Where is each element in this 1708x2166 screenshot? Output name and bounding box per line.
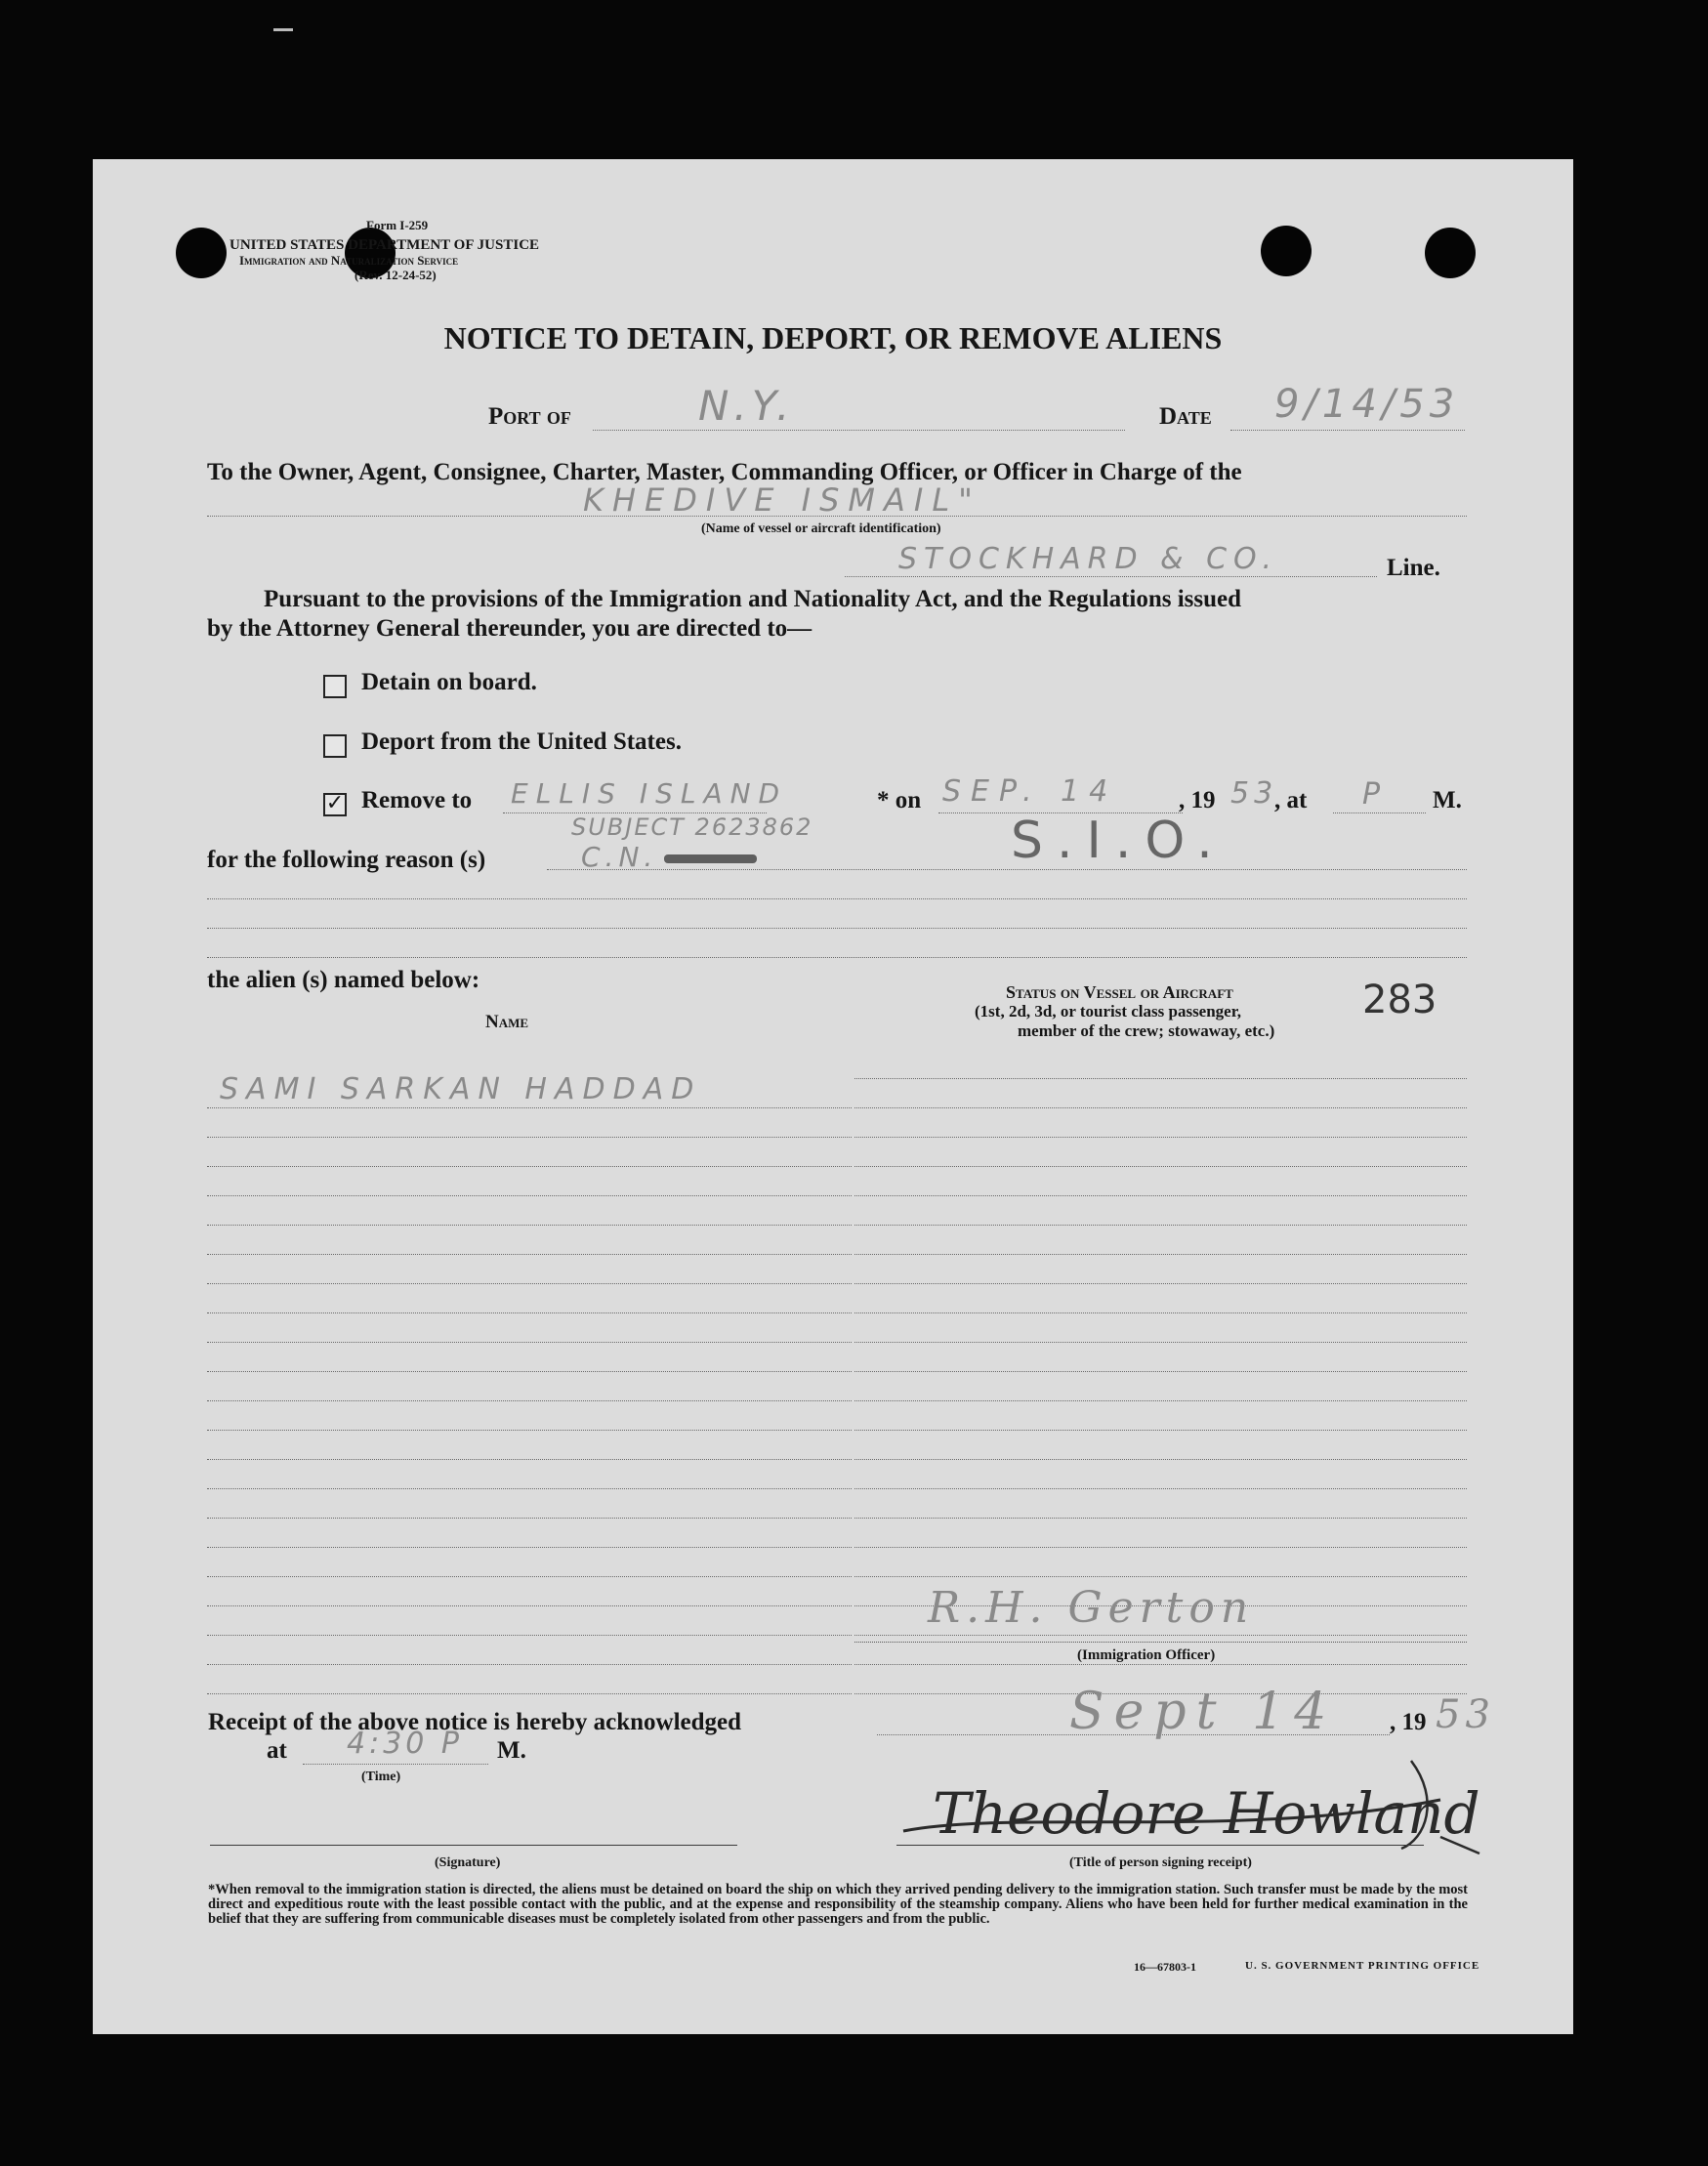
list-line bbox=[207, 1693, 852, 1694]
form-revision: (Rev. 12-24-52) bbox=[354, 268, 437, 282]
redaction-scribble bbox=[664, 854, 757, 863]
signature-flourish bbox=[894, 1741, 1479, 1868]
status-value: 283 bbox=[1362, 978, 1437, 1022]
list-line bbox=[854, 1283, 1467, 1284]
list-line bbox=[854, 1195, 1467, 1196]
agency-line2: Immigration and Naturalization Service bbox=[239, 253, 459, 268]
scan-mark bbox=[273, 28, 293, 31]
reason-code: C.N. bbox=[581, 841, 658, 873]
list-line bbox=[207, 1225, 852, 1226]
list-line bbox=[854, 1342, 1467, 1343]
list-line bbox=[854, 1576, 1467, 1577]
list-line bbox=[207, 1371, 852, 1372]
vessel-caption: (Name of vessel or aircraft identification) bbox=[701, 521, 941, 536]
reasons-label: for the following reason (s) bbox=[207, 847, 486, 873]
time-caption: (Time) bbox=[361, 1770, 401, 1784]
list-line bbox=[854, 1107, 1467, 1108]
removal-on-date: SEP. 14 bbox=[942, 774, 1118, 809]
name-column-header: Name bbox=[485, 1012, 529, 1032]
reason-line-4 bbox=[207, 957, 1467, 958]
officer-caption: (Immigration Officer) bbox=[1077, 1647, 1216, 1663]
status-subheader-1: (1st, 2d, 3d, or tourist class passenger, bbox=[975, 1002, 1241, 1021]
list-line bbox=[854, 1664, 1467, 1665]
list-line bbox=[854, 1225, 1467, 1226]
directive-line1: Pursuant to the provisions of the Immigration and Nationality Act, and the Regulations issued bbox=[264, 586, 1242, 612]
list-line bbox=[207, 1547, 852, 1548]
reason-main: S.I.O. bbox=[1011, 812, 1227, 870]
date-field-line bbox=[1230, 430, 1465, 431]
port-field-line bbox=[593, 430, 1125, 431]
title-caption: (Title of person signing receipt) bbox=[1069, 1855, 1252, 1870]
agency-line1: UNITED STATES DEPARTMENT OF JUSTICE bbox=[229, 237, 540, 253]
removal-time: P bbox=[1362, 777, 1386, 812]
form-number: Form I-259 bbox=[366, 218, 429, 232]
list-line bbox=[854, 1635, 1467, 1636]
remove-label: Remove to bbox=[361, 787, 473, 813]
list-line bbox=[854, 1312, 1467, 1313]
reason-line-3 bbox=[207, 928, 1467, 929]
footnote: *When removal to the immigration station is directed, the aliens must be detained on board the ship on which they arrived pending delivery to the immigration station. Such transfer must be made by the most direct and expeditious route with the least possible contact with the public, and at the expense and responsibility of the steamship company. Aliens who have been held for further medical examination in the belief that they are suffering from communicable diseases must be completely isolated from other passengers and from the public. bbox=[208, 1882, 1468, 1927]
removal-m-label: M. bbox=[1433, 787, 1462, 813]
detain-checkbox[interactable] bbox=[323, 675, 347, 698]
list-line bbox=[207, 1664, 852, 1665]
list-line bbox=[207, 1518, 852, 1519]
removal-on-label: * on bbox=[877, 787, 922, 813]
line-label: Line. bbox=[1387, 555, 1440, 581]
list-line bbox=[207, 1400, 852, 1401]
list-line bbox=[854, 1430, 1467, 1431]
receipt-m-label: M. bbox=[497, 1737, 526, 1764]
list-line bbox=[207, 1430, 852, 1431]
removal-year-suffix: 53 bbox=[1230, 776, 1278, 811]
signature-caption: (Signature) bbox=[435, 1855, 501, 1870]
list-line bbox=[854, 1371, 1467, 1372]
list-line bbox=[207, 1342, 852, 1343]
deport-checkbox[interactable] bbox=[323, 734, 347, 758]
line-field-line bbox=[845, 576, 1377, 577]
detain-label: Detain on board. bbox=[361, 669, 537, 695]
punch-hole bbox=[176, 228, 227, 278]
status-column-header: Status on Vessel or Aircraft bbox=[1006, 982, 1233, 1002]
receipt-year-suffix: 53 bbox=[1436, 1692, 1495, 1737]
signature-line bbox=[210, 1845, 737, 1846]
list-line bbox=[207, 1283, 852, 1284]
reason-line-2 bbox=[207, 898, 1467, 899]
receipt-date: Sept 14 bbox=[1069, 1683, 1337, 1741]
list-line bbox=[207, 1195, 852, 1196]
list-line bbox=[207, 1459, 852, 1460]
list-line bbox=[207, 1605, 852, 1606]
date-label: Date bbox=[1159, 403, 1212, 430]
form-title: NOTICE TO DETAIN, DEPORT, OR REMOVE ALIENS bbox=[443, 320, 1223, 355]
removal-at-label: , at bbox=[1274, 787, 1308, 813]
list-line bbox=[854, 1459, 1467, 1460]
list-line bbox=[854, 1166, 1467, 1167]
port-value: N.Y. bbox=[698, 382, 795, 430]
time-field-line bbox=[1333, 812, 1426, 813]
list-line bbox=[854, 1518, 1467, 1519]
list-line bbox=[207, 1488, 852, 1489]
list-line bbox=[854, 1400, 1467, 1401]
status-subheader-2: member of the crew; stowaway, etc.) bbox=[1018, 1021, 1275, 1040]
receipt-label: Receipt of the above notice is hereby acknowledged bbox=[208, 1709, 742, 1735]
reason-line-1 bbox=[547, 869, 1467, 870]
list-line bbox=[854, 1488, 1467, 1489]
list-line bbox=[207, 1137, 852, 1138]
officer-signature: R.H. Gerton bbox=[928, 1583, 1255, 1633]
receipt-time-line bbox=[303, 1764, 488, 1765]
removal-year-prefix: , 19 bbox=[1179, 787, 1216, 813]
aliens-label: the alien (s) named below: bbox=[207, 967, 480, 993]
printer-office: U. S. GOVERNMENT PRINTING OFFICE bbox=[1245, 1960, 1480, 1972]
list-line bbox=[207, 1635, 852, 1636]
vessel-value: KHEDIVE ISMAIL" bbox=[583, 481, 981, 519]
alien-name-1: SAMI SARKAN HADDAD bbox=[220, 1072, 702, 1106]
directive-line2: by the Attorney General thereunder, you are directed to— bbox=[207, 615, 812, 642]
printer-code: 16—67803-1 bbox=[1134, 1960, 1196, 1974]
addressee-text: To the Owner, Agent, Consignee, Charter, Master, Commanding Officer, or Officer in Charge of the bbox=[207, 459, 1242, 485]
receipt-time: 4:30 P bbox=[347, 1727, 463, 1761]
title-signature-line bbox=[896, 1845, 1424, 1846]
form-sheet bbox=[93, 159, 1573, 2034]
receipt-signer-signature: Theodore Howland bbox=[933, 1780, 1480, 1847]
list-line bbox=[854, 1547, 1467, 1548]
list-line bbox=[207, 1166, 852, 1167]
receipt-year-prefix: , 19 bbox=[1390, 1709, 1427, 1735]
punch-hole bbox=[1425, 228, 1476, 278]
list-line bbox=[207, 1254, 852, 1255]
reason-subject: SUBJECT 2623862 bbox=[571, 813, 813, 841]
removal-destination: ELLIS ISLAND bbox=[511, 777, 788, 810]
date-value: 9/14/53 bbox=[1274, 382, 1460, 427]
deport-label: Deport from the United States. bbox=[361, 729, 682, 755]
receipt-at-label: at bbox=[267, 1737, 287, 1764]
list-line bbox=[854, 1137, 1467, 1138]
list-line bbox=[854, 1078, 1467, 1079]
list-line bbox=[207, 1576, 852, 1577]
list-line bbox=[207, 1312, 852, 1313]
list-line bbox=[207, 1107, 852, 1108]
port-label: Port of bbox=[488, 403, 571, 430]
officer-signature-line bbox=[854, 1642, 1467, 1643]
list-line bbox=[854, 1254, 1467, 1255]
punch-hole bbox=[1261, 226, 1312, 276]
remove-checkbox[interactable]: ✓ bbox=[323, 793, 347, 816]
line-company-value: STOCKHARD & CO. bbox=[898, 542, 1278, 576]
